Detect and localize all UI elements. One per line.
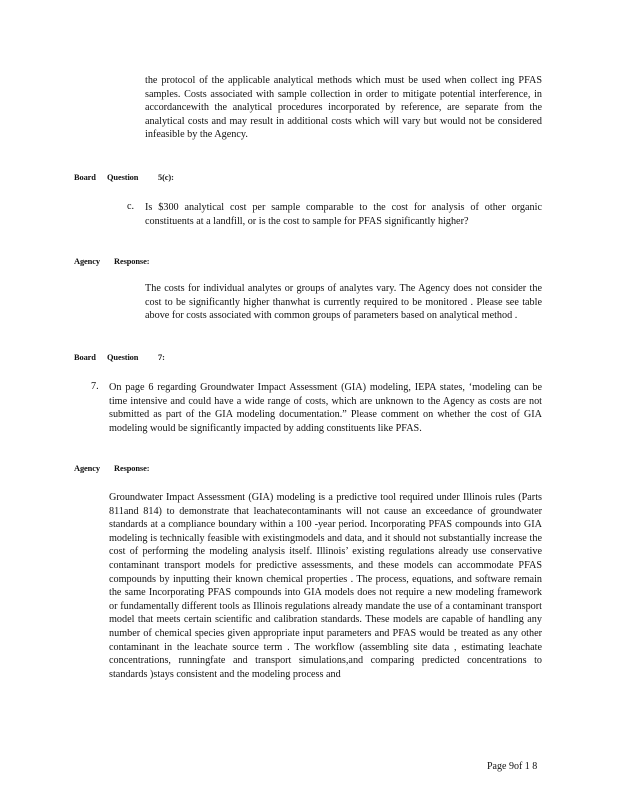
question-number: 5(c): [158,173,174,182]
board-label: Board [74,173,96,182]
question-label: Question [107,353,139,362]
response-label: Response: [114,464,150,473]
response-5c-text: The costs for individual analytes or groups of analytes vary. The Agency does not consider the cost to be significantly higher thanwhat is currently required to be monitored . Please see table above for costs associated with common groups of parameters based on analytical method . [145,283,542,322]
question-5c-text: Is $300 analytical cost per sample comparable to the cost for analysis of other organic constituents at a landfill, or is the cost to sample for PFAS significantly higher? [145,202,542,227]
board-label: Board [74,353,96,362]
question-item-letter: c. [127,201,135,212]
question-label: Question [107,173,139,182]
agency-label: Agency [74,257,100,266]
response-label: Response: [114,257,150,266]
page-number: Page 9of 1 8 [487,761,538,772]
agency-label: Agency [74,464,100,473]
question-item-number: 7. [91,381,99,392]
question-7-text: On page 6 regarding Groundwater Impact Assessment (GIA) modeling, IEPA states, ‘modeling can be time intensive and could have a wide range of costs, which are unknown to the Agency as costs are not submitted as part of the GIA modeling documentation.” Please comment on whether the cost of GIA modeling would be significantly impacted by adding constituents like PFAS. [109,382,542,434]
question-number: 7: [158,353,165,362]
intro-paragraph: the protocol of the applicable analytical methods which must be used when collect ing PFAS samples. Costs associated with sample collection in order to mitigate potential interference, in accordancewith the analytical procedures incorporated by reference, are separate from the analytical costs and may result in additional costs which will vary but would not be considered infeasible by the Agency. [145,75,542,141]
response-7-text: Groundwater Impact Assessment (GIA) modeling is a predictive tool required under Illinois rules (Parts 811and 814) to demonstrate that leachatecontaminants will not cause an exceedance of groundwater standards at a compliance boundary within a 100 -year period. Incorporating PFAS compounds into GIA modeling is technically feasible with existingmodels and data, and it should not substantially increase the cost of performing the modeling analysis itself. Illinois’ existing regulations already use conservative contaminant transport models for predictive assessments, and these models can accommodate PFAS compounds by inputting their known chemical properties . The process, equations, and software remain the same Incorporating PFAS compounds into GIA models does not require a new modeling framework or fundamentally different tools as Illinois regulations already mandate the use of a contaminant transport model that meets certain scientific and calibration standards. These models are capable of handling any number of chemical species given appropriate input parameters and PFAS would be treated as any other contaminant in the leachate source term . The workflow (assembling site data , estimating leachate concentrations, runningfate and transport simulations,and comparing predicted concentrations to standards )stays consistent and the modeling process and [109,492,542,680]
